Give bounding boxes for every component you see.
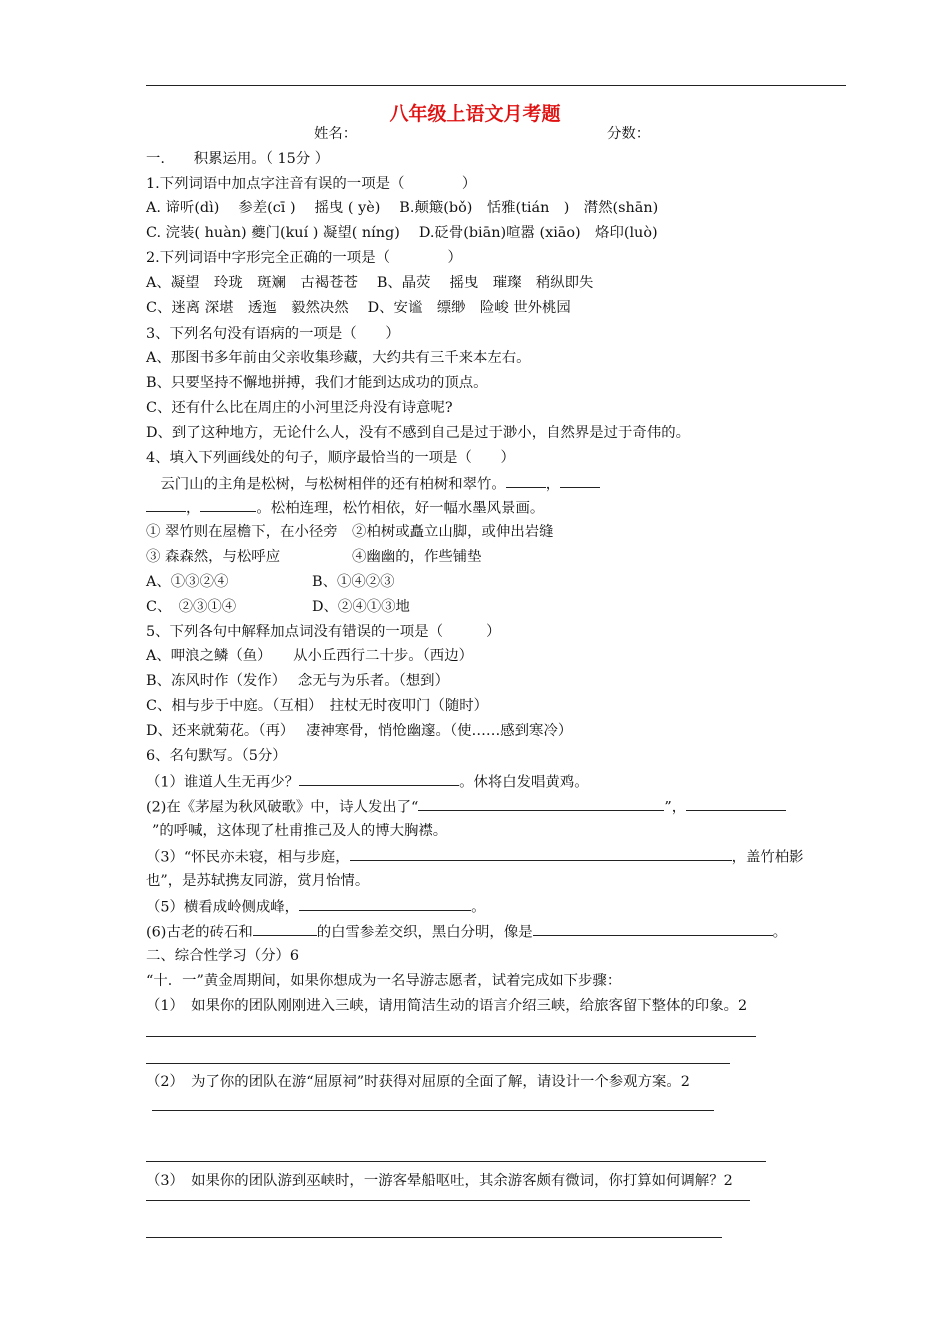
q6-1-text: （1）谁道人生无再少？ <box>146 774 300 791</box>
task-2-answer-line-2[interactable] <box>146 1161 766 1162</box>
task-2-prompt: （2） 为了你的团队在游“屈原祠”时获得对屈原的全面了解，请设计一个参观方案。2 <box>146 1074 690 1090</box>
q4-blank-2[interactable] <box>560 473 600 488</box>
q6-6-text-mid: 的白雪参差交织，黑白分明，像是 <box>316 924 533 941</box>
q4-choice-a: A、①③②④ <box>146 574 229 590</box>
q6-item-2-cont <box>146 821 447 841</box>
q4-blank-3[interactable] <box>146 497 186 512</box>
q6-stem: 6、名句默写。（5分） <box>146 748 287 764</box>
section-2-heading: 二、综合性学习（分）6 <box>146 948 300 964</box>
q3-option-d: D、到了这种地方，无论什么人，没有不感到自己是过于渺小，自然界是过于奇伟的。 <box>146 425 690 441</box>
q4-stem: 4、填入下列画线处的句子，顺序最恰当的一项是（ ） <box>146 450 515 466</box>
q6-2-text-mid: ”， <box>664 799 687 816</box>
q6-1-blank[interactable] <box>299 771 459 786</box>
q4-choice-c: C、 ②③①④ <box>146 599 237 615</box>
q6-item-3-cont: 也”，是苏轼携友同游，赏月怡情。 <box>146 873 370 889</box>
top-rule <box>146 85 846 86</box>
task-1-answer-line-2[interactable] <box>146 1063 730 1064</box>
section-1-heading: 一. 积累运用。（ 15分 ） <box>146 151 330 167</box>
q5-option-a: A、呷浪之鳞（鱼） 从小丘西行二十步。（西边） <box>146 648 473 664</box>
q6-6-blank-a[interactable] <box>253 921 317 936</box>
task-1-prompt: （1） 如果你的团队刚刚进入三峡，请用简洁生动的语言介绍三峡，给旅客留下整体的印象。2 <box>146 998 748 1014</box>
q5-option-c: C、相与步于中庭。（互相） 拄杖无时夜叩门（随时） <box>146 698 488 714</box>
task-1-answer-line-1[interactable] <box>146 1036 756 1037</box>
page-title: 八年级上语文月考题 <box>389 103 561 125</box>
q5-option-b: B、冻风时作（发作） 念无与为乐者。（想到） <box>146 673 449 689</box>
task-2-answer-line-1[interactable] <box>152 1110 714 1111</box>
q3-option-c: C、还有什么比在周庄的小河里泛舟没有诗意呢? <box>146 400 453 416</box>
q6-3-blank[interactable] <box>350 846 732 861</box>
q6-item-2 <box>146 796 786 817</box>
name-label: 姓名： <box>314 126 358 142</box>
q4-passage-line1: 云门山的主角是松树，与松树相伴的还有柏树和翠竹。 ， <box>146 473 600 494</box>
q1-options-cd: C. 浣装( huàn) 夔门(kuí ) 凝望( níng) D.砭骨(biān)喧嚣 (xiāo) 烙印(luò) <box>146 225 658 241</box>
section-2-intro: “十．一”黄金周期间，如果你想成为一名导游志愿者，试着完成如下步骤： <box>146 973 622 989</box>
q4-blank-4[interactable] <box>200 497 256 512</box>
q6-item-5 <box>146 896 485 917</box>
q6-item-6 <box>146 921 787 942</box>
task-3-prompt: （3） 如果你的团队游到巫峡时，一游客晕船呕吐，其余游客颇有微词，你打算如何调解？2 <box>146 1173 733 1189</box>
q6-2-blank-a[interactable] <box>418 796 664 811</box>
q4-sentence-options-2: ③ 森森然，与松呼应 ④幽幽的，作些铺垫 <box>146 549 482 565</box>
q6-6-text-end: 。 <box>772 924 788 941</box>
q3-stem: 3、下列名句没有语病的一项是（ ） <box>146 326 400 342</box>
score-label: 分数： <box>607 126 651 142</box>
q6-3-text-mid: ，盖竹柏影 <box>731 849 804 866</box>
q4-blank-1[interactable] <box>506 473 546 488</box>
task-3-answer-line-1[interactable] <box>146 1200 750 1201</box>
q2-options-ab: A、凝望 玲珑 斑斓 古褐苍苍 B、晶荧 摇曳 璀璨 稍纵即失 <box>146 275 594 291</box>
q4-passage-text-2: 。松柏连理，松竹相依，好一幅水墨风景画。 <box>256 500 545 517</box>
q6-item-1 <box>146 771 589 792</box>
q4-passage-line2: ， 。松柏连理，松竹相依，好一幅水墨风景画。 <box>146 497 544 518</box>
q6-6-text: (6)古老的砖石和 <box>146 924 253 941</box>
q2-stem: 2.下列词语中字形完全正确的一项是（ ） <box>146 250 462 266</box>
q5-stem: 5、下列各句中解释加点词没有错误的一项是（ ） <box>146 624 501 640</box>
q6-6-blank-b[interactable] <box>533 921 773 936</box>
q1-stem: 1.下列词语中加点字注音有误的一项是（ ） <box>146 176 477 192</box>
q6-3-text: （3）“怀民亦未寝，相与步庭， <box>146 849 350 866</box>
q4-sentence-options-1: ① 翠竹则在屋檐下，在小径旁 ②柏树或矗立山脚，或伸出岩缝 <box>146 524 554 540</box>
q6-5-blank[interactable] <box>299 896 471 911</box>
q2-options-cd: C、迷离 深堪 透迤 毅然决然 D、安谧 缥缈 险峻 世外桃园 <box>146 300 571 316</box>
q6-item-3 <box>146 846 804 867</box>
q6-1-text-end: 。休将白发唱黄鸡。 <box>459 774 589 791</box>
task-3-answer-line-2[interactable] <box>146 1237 722 1238</box>
q6-5-text-end: 。 <box>471 899 486 916</box>
q6-5-text: （5）横看成岭侧成峰， <box>146 899 300 916</box>
q1-options-ab: A. 谛听(dì) 参差(cī ) 摇曳 ( yè) B.颠簸(bǒ) 恬雅(tián ) 潸然(shān) <box>146 200 659 216</box>
q6-2-blank-b[interactable] <box>686 796 786 811</box>
q3-option-a: A、那图书多年前由父亲收集珍藏，大约共有三千来本左右。 <box>146 350 531 366</box>
q6-2-text: (2)在《茅屋为秋风破歌》中，诗人发出了“ <box>146 799 419 816</box>
q6-2-text-end: ”的呼喊，这体现了杜甫推己及人的博大胸襟。 <box>152 823 448 839</box>
q4-choice-d: D、②④①③地 <box>312 599 410 615</box>
q4-passage-text: 云门山的主角是松树，与松树相伴的还有柏树和翠竹。 <box>146 476 506 493</box>
q5-option-d: D、还来就菊花。（再） 凄神寒骨，悄怆幽邃。（使……感到寒冷） <box>146 723 573 739</box>
q4-choice-b: B、①④②③ <box>312 574 395 590</box>
q3-option-b: B、只要坚持不懈地拼搏，我们才能到达成功的顶点。 <box>146 375 488 391</box>
